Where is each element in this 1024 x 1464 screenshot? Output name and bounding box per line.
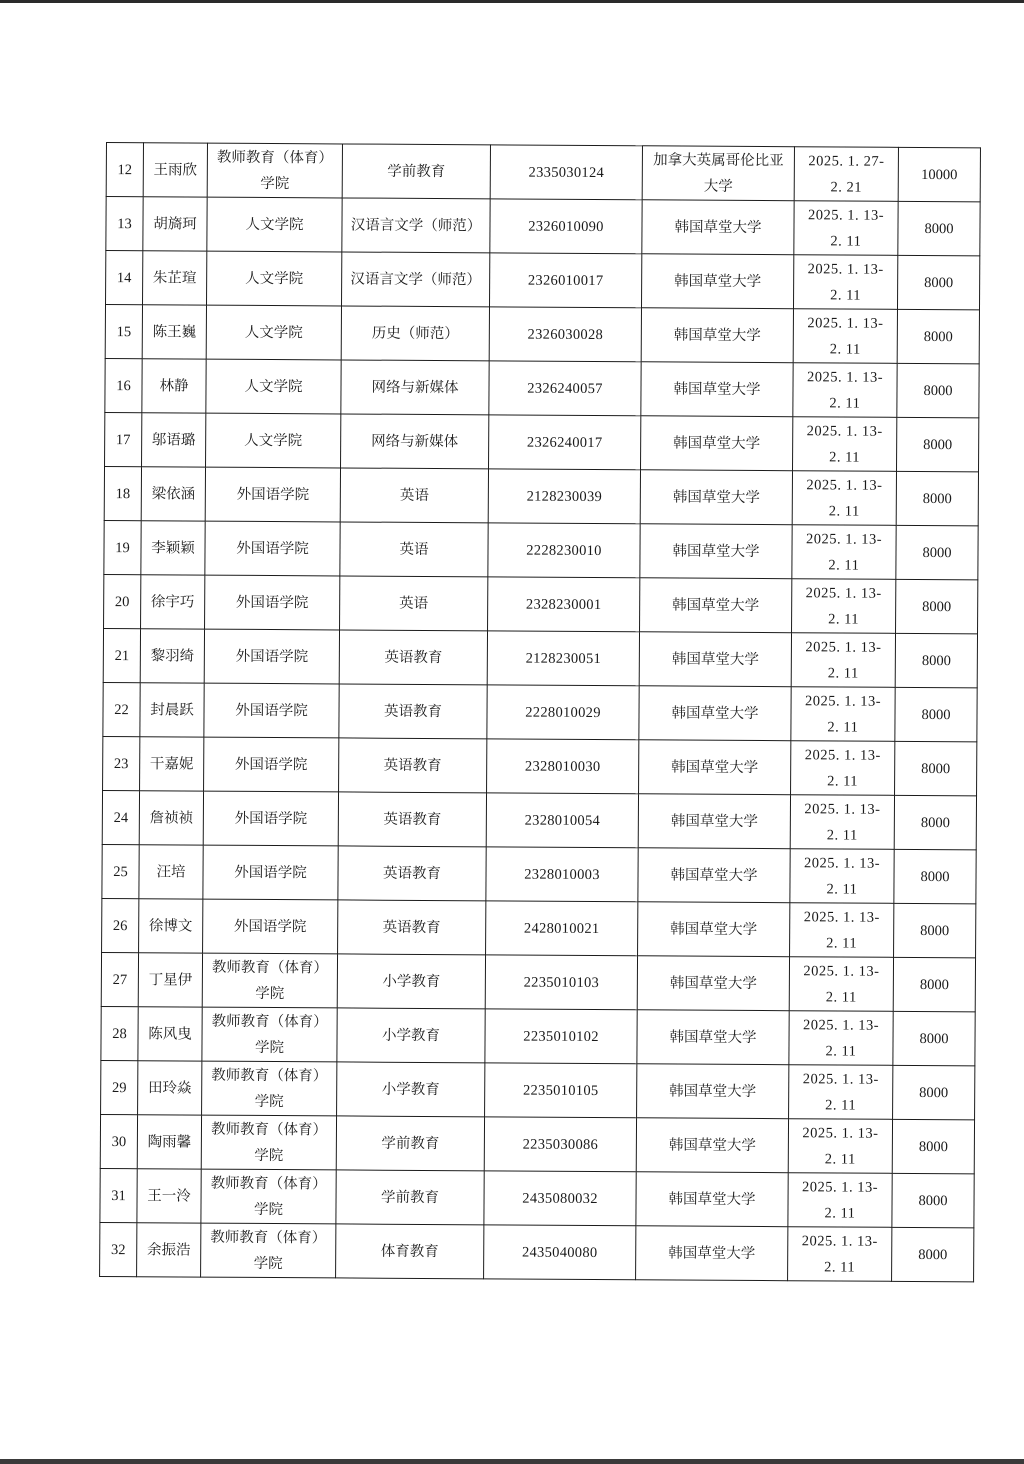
- host-university: 韩国草堂大学: [637, 956, 789, 1011]
- date-end: 2. 11: [827, 718, 859, 736]
- date-start: 2025. 1. 13-: [805, 638, 882, 656]
- row-number: 20: [104, 574, 141, 628]
- major-name: 英语: [340, 522, 488, 577]
- student-id: 2235010102: [485, 1009, 637, 1064]
- table-row: [106, 197, 980, 256]
- table-row: [100, 1222, 974, 1281]
- subsidy-amount: 8000: [897, 255, 979, 309]
- date-end: 2. 11: [825, 1042, 857, 1060]
- date-start: 2025. 1. 13-: [806, 422, 883, 440]
- subsidy-amount: 8000: [897, 363, 979, 417]
- host-university: 韩国草堂大学: [641, 308, 793, 363]
- student-name: 梁依涵: [141, 467, 205, 521]
- student-id: 2128230051: [487, 631, 639, 686]
- student-name: 余振浩: [137, 1223, 201, 1277]
- host-university: 韩国草堂大学: [637, 1010, 789, 1065]
- college-name: 人文学院: [207, 251, 342, 306]
- subsidy-amount: 8000: [892, 1119, 974, 1174]
- date-start: 2025. 1. 27-: [808, 152, 885, 170]
- host-university: 韩国草堂大学: [636, 1226, 788, 1281]
- subsidy-amount: 8000: [894, 903, 976, 957]
- table-row: [102, 898, 976, 957]
- major-name: 学前教育: [336, 1170, 484, 1225]
- student-roster-table: [99, 142, 981, 1282]
- date-end: 2. 11: [828, 610, 860, 628]
- table-row: [106, 251, 980, 310]
- subsidy-amount: 8000: [896, 471, 978, 525]
- table-row: [102, 844, 976, 903]
- program-dates: [789, 1011, 893, 1066]
- row-number: 26: [102, 898, 139, 952]
- student-name: 林静: [142, 359, 206, 413]
- college-name: 人文学院: [206, 413, 341, 468]
- program-dates: [790, 903, 894, 958]
- host-university: 韩国草堂大学: [639, 686, 791, 741]
- row-number: 31: [100, 1168, 137, 1222]
- student-name: 陈王巍: [142, 305, 206, 359]
- student-name: 黎羽绮: [140, 629, 204, 683]
- row-number: 18: [104, 466, 141, 520]
- major-name: 英语教育: [338, 900, 486, 955]
- host-university: 韩国草堂大学: [641, 362, 793, 417]
- subsidy-amount: 8000: [892, 1173, 974, 1227]
- subsidy-amount: 8000: [896, 525, 978, 579]
- date-start: 2025. 1. 13-: [803, 908, 880, 926]
- row-number: 29: [101, 1060, 138, 1114]
- table-row: [103, 736, 977, 795]
- subsidy-amount: 8000: [897, 417, 979, 471]
- student-name: 詹祯祯: [139, 791, 203, 845]
- table-row: [104, 520, 978, 579]
- student-id: 2435080032: [484, 1171, 636, 1226]
- college-name: 教师教育（体育）学院: [201, 1169, 336, 1224]
- subsidy-amount: 8000: [897, 309, 979, 363]
- program-dates: [793, 255, 897, 310]
- student-name: 田玲焱: [138, 1061, 202, 1115]
- student-id: 2326010090: [490, 199, 642, 254]
- subsidy-amount: 8000: [893, 957, 975, 1011]
- scan-edge-bottom: [0, 1459, 1024, 1464]
- major-name: 英语: [340, 468, 488, 523]
- table-row: [103, 682, 977, 741]
- table-row: [106, 143, 980, 202]
- program-dates: [788, 1173, 892, 1228]
- college-name: 教师教育（体育）学院: [207, 143, 342, 198]
- major-name: 小学教育: [337, 1008, 485, 1063]
- student-id: 2235010105: [485, 1063, 637, 1118]
- date-end: 2. 11: [828, 502, 860, 520]
- date-start: 2025. 1. 13-: [804, 746, 881, 764]
- program-dates: [792, 579, 896, 634]
- table-row: [104, 466, 978, 525]
- host-university: 韩国草堂大学: [641, 416, 793, 471]
- program-dates: [791, 741, 895, 796]
- table-row: [100, 1168, 974, 1227]
- date-end: 2. 11: [824, 1150, 856, 1168]
- row-number: 23: [103, 736, 140, 790]
- date-end: 2. 11: [825, 988, 857, 1006]
- major-name: 汉语言文学（师范）: [342, 252, 490, 307]
- major-name: 历史（师范）: [341, 306, 489, 361]
- table-row: [102, 790, 976, 849]
- major-name: 英语教育: [339, 684, 487, 739]
- student-name: 李颖颖: [141, 521, 205, 575]
- table-row: [101, 1060, 975, 1119]
- date-start: 2025. 1. 13-: [807, 314, 884, 332]
- college-name: 外国语学院: [205, 521, 340, 576]
- date-start: 2025. 1. 13-: [802, 1124, 879, 1142]
- row-number: 16: [105, 358, 142, 412]
- table-row: [101, 1006, 975, 1065]
- host-university: 韩国草堂大学: [638, 848, 790, 903]
- date-start: 2025. 1. 13-: [807, 206, 885, 224]
- subsidy-amount: 8000: [893, 1011, 975, 1065]
- student-name: 徐宇巧: [141, 575, 205, 629]
- program-dates: [789, 957, 893, 1012]
- student-name: 徐博文: [139, 899, 203, 953]
- table-row: [105, 305, 979, 364]
- row-number: 15: [105, 305, 142, 359]
- program-dates: [794, 201, 898, 256]
- date-start: 2025. 1. 13-: [806, 368, 884, 386]
- college-name: 教师教育（体育）学院: [202, 953, 337, 1008]
- program-dates: [793, 309, 897, 364]
- student-name: 王雨欣: [143, 143, 207, 197]
- college-name: 教师教育（体育）学院: [201, 1223, 336, 1278]
- host-university: 加拿大英属哥伦比亚大学: [642, 146, 794, 201]
- scan-edge-top: [0, 0, 1024, 3]
- college-name: 教师教育（体育）学院: [201, 1115, 336, 1170]
- student-name: 陶雨馨: [137, 1115, 201, 1169]
- major-name: 网络与新媒体: [341, 360, 489, 415]
- major-name: 学前教育: [336, 1116, 484, 1171]
- host-university: 韩国草堂大学: [642, 200, 794, 255]
- subsidy-amount: 8000: [892, 1227, 974, 1281]
- major-name: 英语教育: [339, 738, 487, 793]
- student-name: 汪培: [139, 845, 203, 899]
- major-name: 学前教育: [342, 144, 490, 199]
- date-end: 2. 11: [825, 1096, 857, 1114]
- student-id: 2328010003: [486, 847, 638, 902]
- host-university: 韩国草堂大学: [638, 794, 790, 849]
- college-name: 人文学院: [206, 305, 341, 360]
- subsidy-amount: 8000: [898, 201, 980, 255]
- major-name: 英语: [340, 576, 488, 631]
- student-name: 胡旖珂: [143, 197, 207, 251]
- program-dates: [793, 417, 897, 472]
- student-name: 封晨跃: [140, 683, 204, 737]
- student-id: 2335030124: [490, 145, 642, 200]
- row-number: 25: [102, 844, 139, 898]
- host-university: 韩国草堂大学: [641, 254, 793, 309]
- program-dates: [792, 525, 896, 580]
- student-id: 2326240017: [489, 415, 641, 470]
- host-university: 韩国草堂大学: [638, 902, 790, 957]
- college-name: 人文学院: [207, 197, 342, 252]
- row-number: 12: [106, 143, 143, 197]
- student-id: 2128230039: [488, 469, 640, 524]
- program-dates: [792, 471, 896, 526]
- row-number: 14: [106, 251, 143, 305]
- row-number: 28: [101, 1006, 138, 1060]
- table-row: [104, 574, 978, 633]
- table-row: [105, 412, 979, 471]
- college-name: 外国语学院: [203, 899, 338, 954]
- student-id: 2228010029: [487, 685, 639, 740]
- date-end: 2. 11: [827, 664, 859, 682]
- program-dates: [794, 147, 898, 202]
- date-start: 2025. 1. 13-: [802, 1070, 879, 1088]
- host-university: 韩国草堂大学: [636, 1172, 788, 1227]
- student-id: 2235010103: [485, 955, 637, 1010]
- row-number: 19: [104, 520, 141, 574]
- row-number: 13: [106, 197, 143, 251]
- date-end: 2. 11: [829, 448, 861, 466]
- host-university: 韩国草堂大学: [639, 740, 791, 795]
- host-university: 韩国草堂大学: [637, 1064, 789, 1119]
- table-row: [100, 1114, 974, 1173]
- major-name: 小学教育: [337, 954, 485, 1009]
- student-id: 2326030028: [489, 307, 641, 362]
- date-end: 2. 11: [826, 880, 858, 898]
- major-name: 英语教育: [338, 846, 486, 901]
- program-dates: [791, 687, 895, 742]
- date-start: 2025. 1. 13-: [805, 692, 882, 710]
- program-dates: [788, 1227, 892, 1282]
- host-university: 韩国草堂大学: [636, 1118, 788, 1173]
- program-dates: [790, 795, 894, 850]
- student-id: 2228230010: [488, 523, 640, 578]
- student-name: 陈风曳: [138, 1007, 202, 1061]
- program-dates: [789, 1065, 893, 1120]
- college-name: 外国语学院: [204, 629, 339, 684]
- date-start: 2025. 1. 13-: [803, 1016, 880, 1034]
- subsidy-amount: 8000: [894, 795, 976, 849]
- date-start: 2025. 1. 13-: [803, 962, 880, 980]
- host-university: 韩国草堂大学: [640, 470, 792, 525]
- student-name: 干嘉妮: [140, 737, 204, 791]
- subsidy-amount: 8000: [896, 579, 978, 633]
- subsidy-amount: 8000: [895, 633, 977, 687]
- date-start: 2025. 1. 13-: [805, 584, 882, 602]
- student-id: 2435040080: [484, 1225, 636, 1280]
- student-name: 王一泠: [137, 1169, 201, 1223]
- student-id: 2328010030: [487, 739, 639, 794]
- student-name: 朱芷瑄: [143, 251, 207, 305]
- program-dates: [791, 633, 895, 688]
- subsidy-amount: 8000: [894, 849, 976, 903]
- date-start: 2025. 1. 13-: [801, 1232, 878, 1250]
- college-name: 外国语学院: [203, 845, 338, 900]
- date-end: 2. 11: [824, 1204, 856, 1222]
- subsidy-amount: 8000: [893, 1065, 975, 1119]
- date-end: 2. 11: [826, 826, 858, 844]
- student-name: 邬语璐: [142, 413, 206, 467]
- date-end: 2. 11: [829, 394, 861, 412]
- major-name: 汉语言文学（师范）: [342, 198, 490, 253]
- major-name: 英语教育: [338, 792, 486, 847]
- major-name: 英语教育: [339, 630, 487, 685]
- date-end: 2. 11: [829, 340, 861, 358]
- row-number: 32: [100, 1222, 137, 1276]
- student-name: 丁星伊: [138, 953, 202, 1007]
- college-name: 教师教育（体育）学院: [202, 1007, 337, 1062]
- major-name: 网络与新媒体: [341, 414, 489, 469]
- host-university: 韩国草堂大学: [639, 632, 791, 687]
- college-name: 外国语学院: [204, 683, 339, 738]
- program-dates: [793, 363, 897, 418]
- date-end: 2. 11: [830, 286, 862, 304]
- row-number: 17: [105, 412, 142, 466]
- student-id: 2326240057: [489, 361, 641, 416]
- row-number: 30: [100, 1114, 137, 1168]
- date-end: 2. 11: [828, 556, 860, 574]
- student-id: 2235030086: [484, 1117, 636, 1172]
- row-number: 24: [102, 790, 139, 844]
- host-university: 韩国草堂大学: [640, 524, 792, 579]
- student-id: 2328230001: [488, 577, 640, 632]
- college-name: 外国语学院: [204, 737, 339, 792]
- subsidy-amount: 8000: [895, 741, 977, 795]
- row-number: 22: [103, 682, 140, 736]
- major-name: 体育教育: [336, 1224, 484, 1279]
- table-row: [103, 628, 977, 687]
- program-dates: [788, 1119, 892, 1174]
- date-start: 2025. 1. 13-: [806, 476, 883, 494]
- program-dates: [790, 849, 894, 904]
- row-number: 21: [103, 628, 140, 682]
- date-end: 2. 11: [826, 934, 858, 952]
- date-start: 2025. 1. 13-: [804, 854, 881, 872]
- roster-body: [100, 143, 981, 1282]
- date-start: 2025. 1. 13-: [804, 800, 881, 818]
- college-name: 外国语学院: [205, 467, 340, 522]
- date-end: 2. 11: [824, 1258, 856, 1276]
- college-name: 人文学院: [206, 359, 341, 414]
- date-start: 2025. 1. 13-: [802, 1178, 879, 1196]
- student-id: 2328010054: [486, 793, 638, 848]
- date-end: 2. 11: [830, 232, 862, 250]
- subsidy-amount: 8000: [895, 687, 977, 741]
- date-start: 2025. 1. 13-: [805, 530, 883, 548]
- college-name: 外国语学院: [203, 791, 338, 846]
- subsidy-amount: 10000: [898, 147, 980, 201]
- date-end: 2. 21: [830, 178, 863, 196]
- student-id: 2428010021: [486, 901, 638, 956]
- student-id: 2326010017: [490, 253, 642, 308]
- college-name: 外国语学院: [205, 575, 340, 630]
- date-start: 2025. 1. 13-: [807, 260, 884, 278]
- host-university: 韩国草堂大学: [640, 578, 792, 633]
- row-number: 27: [101, 952, 138, 1006]
- college-name: 教师教育（体育）学院: [202, 1061, 337, 1116]
- table-row: [101, 952, 975, 1011]
- date-end: 2. 11: [827, 772, 859, 790]
- major-name: 小学教育: [337, 1062, 485, 1117]
- table-row: [105, 358, 979, 417]
